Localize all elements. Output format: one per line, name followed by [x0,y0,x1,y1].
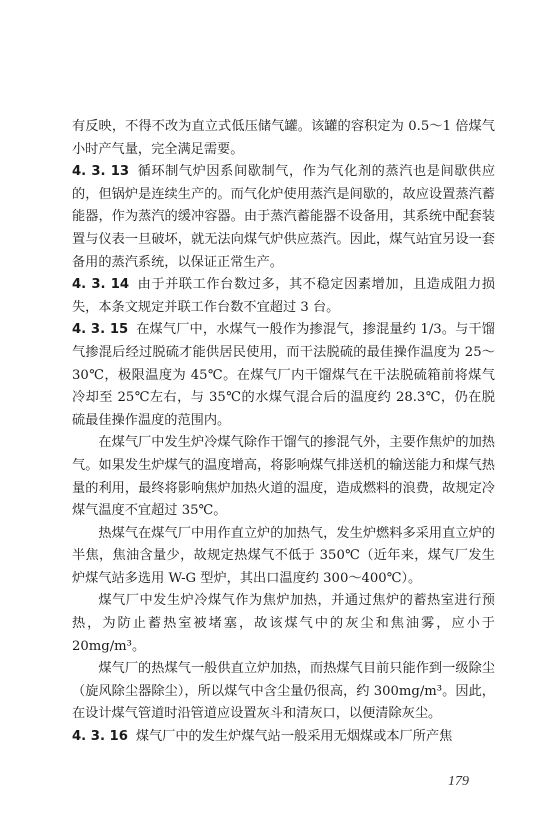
clause-number: 4. 3. 14 [72,277,130,293]
paragraph-text: 热煤气在煤气厂中用作直立炉的加热气，发生炉燃料多采用直立炉的半焦，焦油含量少，故规定热煤气不低于 350℃（近年来，煤气厂发生炉煤气站多选用 W-G 型炉，其出口温度约 300～400℃）。 [72,525,495,586]
paragraph-text: 煤气厂的热煤气一般供直立炉加热，而热煤气目前只能作到一级除尘（旋风除尘器除尘），所以煤气中含尘量仍很高，约 300mg/m³。因此，在设计煤气管道时沿管道应设置灰斗和清灰口，以便清除灰尘。 [72,661,495,722]
clause-4-3-14 [72,274,495,319]
paragraph-indented [72,590,495,658]
clause-number: 4. 3. 15 [72,322,129,338]
paragraph-continuation [72,116,495,161]
clause-4-3-15 [72,319,495,432]
paragraph-indented [72,432,495,522]
paragraph-text: 有反映，不得不改为直立式低压储气罐。该罐的容积定为 0.5～1 倍煤气小时产气量，完全满足需要。 [72,119,495,157]
clause-number: 4. 3. 13 [72,164,130,180]
document-body [72,116,495,749]
paragraph-text: 煤气厂中发生炉冷煤气作为焦炉加热，并通过焦炉的蓄热室进行预热，为防止蓄热室被堵塞，故该煤气中的灰尘和焦油雾，应小于 20mg/m³。 [72,593,495,654]
paragraph-indented [72,523,495,591]
clause-text: 煤气厂中的发生炉煤气站一般采用无烟煤或本厂所产焦 [135,729,453,745]
clause-text: 由于并联工作台数过多，其不稳定因素增加，且造成阻力损失，本条文规定并联工作台数不宜超过 3 台。 [72,277,496,315]
paragraph-text: 在煤气厂中发生炉冷煤气除作干馏气的掺混气外，主要作焦炉的加热气。如果发生炉煤气的温度增高，将影响煤气排送机的输送能力和煤气热量的利用，最终将影响焦炉加热火道的温度，造成燃料的浪费，故规定冷煤气温度不宜超过 35℃。 [72,435,495,519]
clause-4-3-16 [72,726,495,749]
clause-4-3-13 [72,161,495,274]
clause-text: 循环制气炉因系间歇制气，作为气化剂的蒸汽也是间歇供应的，但锅炉是连续生产的。而气化炉使用蒸汽是间歇的，故应设置蒸汽蓄能器，作为蒸汽的缓冲容器。由于蒸汽蓄能器不设备用，其系统中配套装置与仪表一旦破坏，就无法向煤气炉供应蒸汽。因此，煤气站宜另设一套备用的蒸汽系统，以保证正常生产。 [72,164,496,270]
page-number: 179 [448,774,469,789]
clause-number: 4. 3. 16 [72,729,128,745]
clause-text: 在煤气厂中，水煤气一般作为掺混气，掺混量约 1/3。与干馏气掺混后经过脱硫才能供居民使用，而干法脱硫的最佳操作温度为 25～30℃，极限温度为 45℃。在煤气厂内干馏煤气在干法脱硫箱前将煤气冷却至 25℃左右，与 35℃的水煤气混合后的温度约 28.3℃，仍在脱硫最佳操作温度的范围内。 [72,322,495,428]
paragraph-indented [72,658,495,726]
